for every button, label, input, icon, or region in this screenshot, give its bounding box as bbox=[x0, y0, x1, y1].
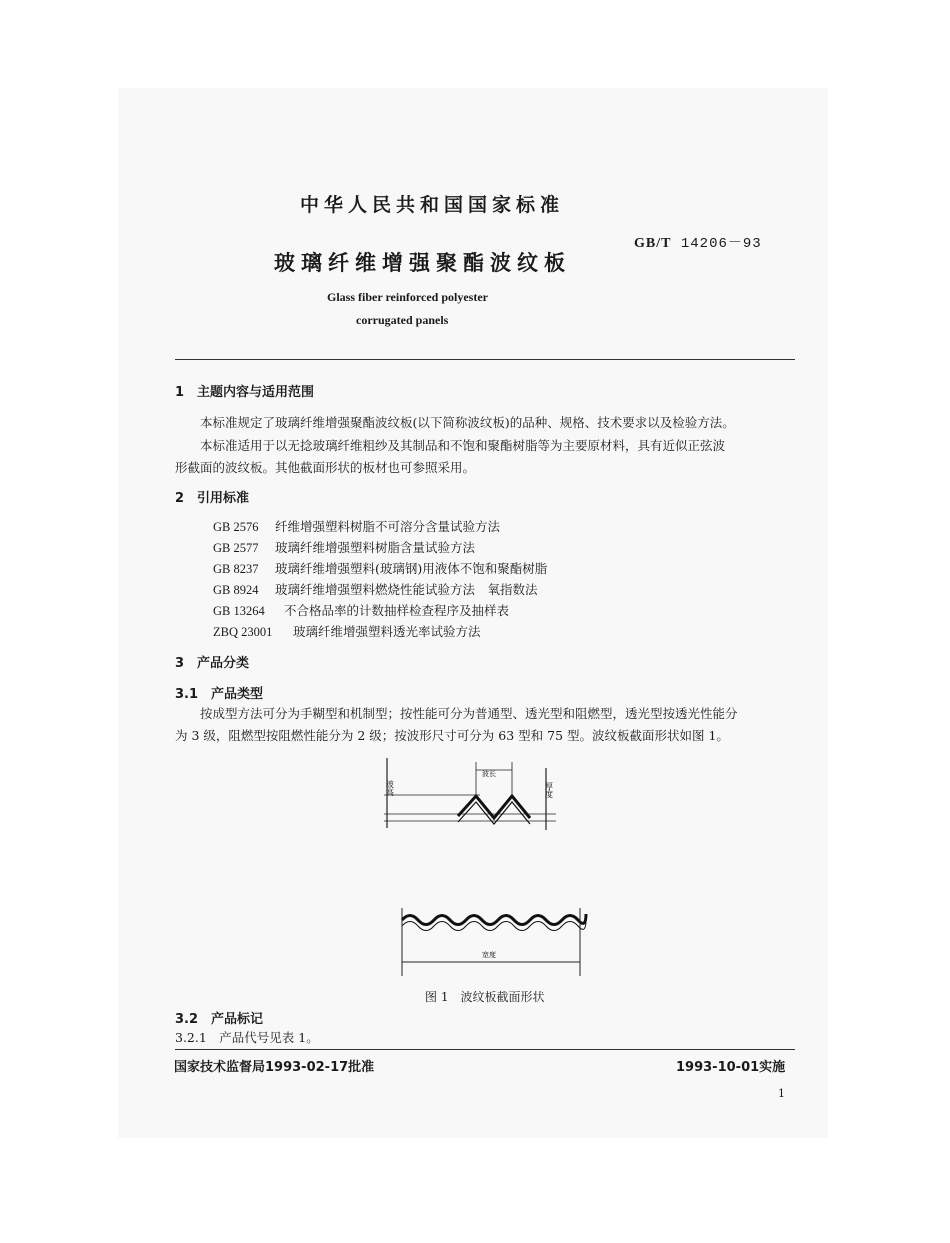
section-1-heading: 1 主题内容与适用范围 bbox=[175, 385, 315, 400]
section-3-1-line-2: 为 3 级，阻燃型按阻燃性能分为 2 级；按波形尺寸可分为 63 型和 75 型。波纹板截面形状如图 1。 bbox=[175, 728, 729, 743]
width-label: 宽度 bbox=[482, 951, 496, 959]
section-3-2-1-text: 3.2.1 产品代号见表 1。 bbox=[175, 1030, 319, 1045]
english-title-line-2: corrugated panels bbox=[356, 313, 449, 327]
section-3-heading: 3 产品分类 bbox=[175, 656, 250, 671]
wave-height-label: 波高 bbox=[385, 780, 395, 796]
standard-code bbox=[634, 232, 762, 252]
reference-title: 玻璃纤维增强塑料树脂含量试验方法 bbox=[275, 540, 476, 555]
section-1-para-2-line-2: 形截面的波纹板。其他截面形状的板材也可参照采用。 bbox=[175, 460, 476, 475]
figure-caption: 图 1 波纹板截面形状 bbox=[425, 990, 545, 1004]
reference-item bbox=[213, 601, 509, 619]
implementation-date: 1993-10-01实施 bbox=[676, 1060, 786, 1075]
reference-title: 玻璃纤维增强塑料燃烧性能试验方法 氧指数法 bbox=[275, 582, 538, 597]
reference-item bbox=[213, 517, 500, 535]
reference-code: GB 2577 bbox=[213, 541, 259, 555]
wave-length-label: 波长 bbox=[482, 770, 496, 778]
reference-title: 玻璃纤维增强塑料(玻璃钢)用液体不饱和聚酯树脂 bbox=[275, 561, 548, 576]
reference-code: ZBQ 23001 bbox=[213, 625, 273, 639]
footer-divider bbox=[175, 1049, 795, 1050]
reference-title: 玻璃纤维增强塑料透光率试验方法 bbox=[293, 624, 481, 639]
english-title-line-1: Glass fiber reinforced polyester bbox=[327, 290, 488, 304]
reference-title: 不合格品率的计数抽样检查程序及抽样表 bbox=[284, 603, 510, 618]
corrugated-section-figure bbox=[370, 752, 600, 990]
section-1-para-1: 本标准规定了玻璃纤维增强聚酯波纹板(以下简称波纹板)的品种、规格、技术要求以及检验方法。 bbox=[200, 415, 735, 430]
reference-item bbox=[213, 538, 475, 556]
thickness-label: 厚度 bbox=[544, 782, 554, 798]
reference-title: 纤维增强塑料树脂不可溶分含量试验方法 bbox=[275, 519, 501, 534]
standard-number: 14206－93 bbox=[680, 236, 762, 252]
reference-code: GB 8924 bbox=[213, 583, 259, 597]
section-2-heading: 2 引用标准 bbox=[175, 491, 250, 506]
reference-item bbox=[213, 622, 481, 640]
page-number: 1 bbox=[778, 1087, 785, 1100]
section-3-2-heading: 3.2 产品标记 bbox=[175, 1012, 264, 1027]
reference-item bbox=[213, 580, 538, 598]
section-1-para-2-line-1: 本标准适用于以无捻玻璃纤维粗纱及其制品和不饱和聚酯树脂等为主要原材料，具有近似正弦波 bbox=[200, 438, 726, 453]
approval-note: 国家技术监督局1993-02-17批准 bbox=[174, 1060, 375, 1075]
panel-profile bbox=[402, 914, 586, 925]
standard-type-heading: 中华人民共和国国家标准 bbox=[300, 194, 565, 216]
reference-item bbox=[213, 559, 547, 577]
reference-code: GB 2576 bbox=[213, 520, 259, 534]
section-3-1-line-1: 按成型方法可分为手糊型和机制型；按性能可分为普通型、透光型和阻燃型，透光型按透光性能分 bbox=[200, 706, 738, 721]
header-divider bbox=[175, 359, 795, 360]
section-3-1-heading: 3.1 产品类型 bbox=[175, 687, 264, 702]
document-title: 玻璃纤维增强聚酯波纹板 bbox=[274, 251, 571, 275]
reference-code: GB 13264 bbox=[213, 604, 265, 618]
wave-profile-detail bbox=[458, 796, 530, 818]
standard-prefix: GB/T bbox=[634, 236, 672, 251]
reference-code: GB 8237 bbox=[213, 562, 259, 576]
